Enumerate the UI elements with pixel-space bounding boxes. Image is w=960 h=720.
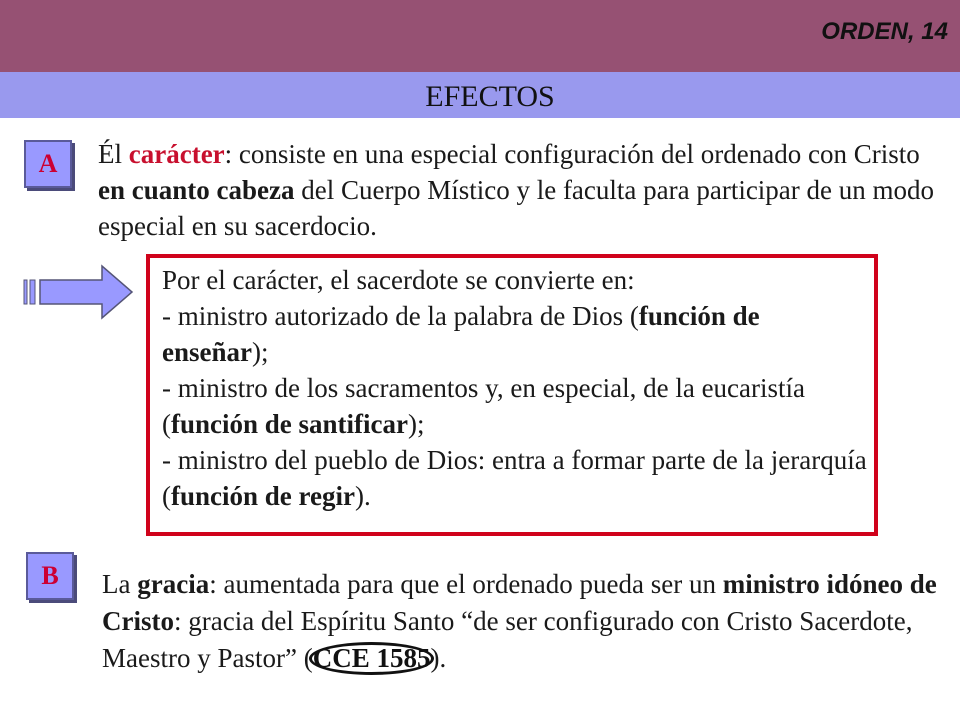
caracter-term: carácter xyxy=(128,139,225,169)
label-a-box: A xyxy=(24,140,72,188)
section-title: EFECTOS xyxy=(425,80,555,113)
right-arrow-icon xyxy=(20,262,140,322)
top-bar xyxy=(0,0,960,72)
function-item-regir: - ministro del pueblo de Dios: entra a formar parte de la jerarquía (función de regir). xyxy=(162,445,867,511)
slide-title: ORDEN, 14 xyxy=(821,18,948,45)
functions-intro: Por el carácter, el sacerdote se convierte en: xyxy=(162,265,635,295)
item-b-text: La gracia: aumentada para que el ordenado pueda ser un ministro idóneo de Cristo: gracia del Espíritu Santo “de ser configurado con Cristo Sacerdote, Maestro y Pastor” (CCE 1585). xyxy=(102,566,952,677)
functions-text xyxy=(162,262,872,514)
function-item-ensenar: - ministro autorizado de la palabra de Dios (función de enseñar); xyxy=(162,301,760,367)
label-b-box: B xyxy=(26,552,74,600)
section-bar xyxy=(0,72,960,118)
item-a-text: Él carácter: consiste en una especial configuración del ordenado con Cristo en cuanto cabeza del Cuerpo Místico y le faculta para participar de un modo especial en su sacerdocio. xyxy=(98,139,935,241)
function-item-santificar: - ministro de los sacramentos y, en especial, de la eucaristía (función de santificar); xyxy=(162,373,806,439)
cce-reference-link[interactable]: CCE 1585 xyxy=(313,640,431,677)
